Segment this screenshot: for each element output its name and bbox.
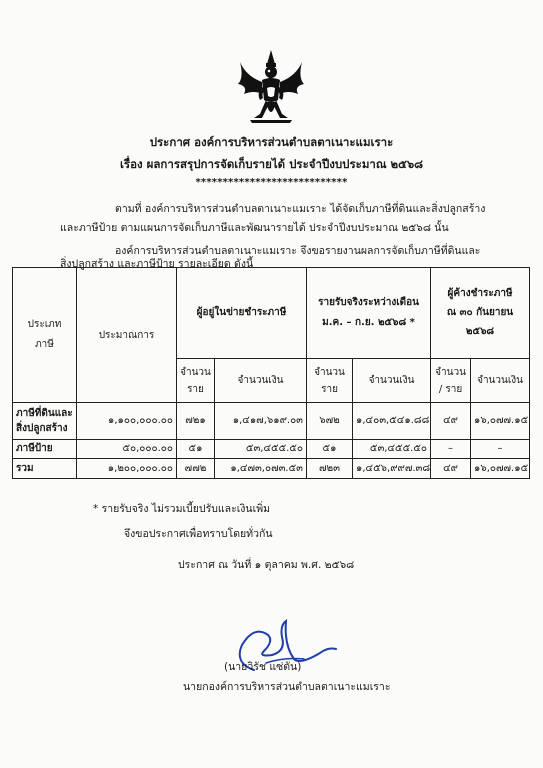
revenue-summary-table: [12, 267, 530, 479]
row-outstanding-count: ๔๙: [431, 458, 471, 478]
row-income-amount: ๑,๔๕๖,๙๙๗.๓๘: [353, 458, 431, 478]
header-taxpayers: ผู้อยู่ในข่ายชำระภาษี: [177, 268, 307, 359]
row-tax-type: ภาษีที่ดินและ สิ่งปลูกสร้าง: [13, 403, 77, 439]
header-estimate: ประมาณการ: [77, 268, 177, 403]
paragraph-1-line-1: ตามที่ องค์การบริหารส่วนตำบลตาเนาะแมเราะ ได้จัดเก็บภาษีที่ดินและสิ่งปลูกสร้าง: [115, 203, 486, 215]
row-taxpayer-count: ๕๑: [177, 439, 215, 458]
sub-income-count: จำนวน ราย: [307, 358, 353, 402]
title-divider: ****************************: [195, 177, 348, 188]
row-outstanding-amount: ๑๖,๐๗๗.๑๕: [471, 458, 530, 478]
paragraph-2-line-2: สิ่งปลูกสร้าง และภาษีป้าย รายละเอียด ดังนี้: [60, 258, 254, 270]
row-estimate: ๑,๑๐๐,๐๐๐.๐๐: [77, 403, 177, 439]
signer-name: (นายวิรัช แซ่ตัน): [224, 661, 302, 673]
row-outstanding-amount: –: [471, 439, 530, 458]
header-actual-income: รายรับจริงระหว่างเดือน ม.ค. – ก.ย. ๒๕๖๘ *: [307, 268, 431, 359]
row-taxpayer-amount: ๑,๔๑๗,๖๑๙.๐๓: [215, 403, 307, 439]
header-outstanding: ผู้ค้างชำระภาษี ณ ๓๐ กันยายน ๒๕๖๘: [431, 268, 530, 359]
sub-outstanding-count: จำนวน / ราย: [431, 358, 471, 402]
sub-taxpayer-count: จำนวน ราย: [177, 358, 215, 402]
sub-outstanding-amount: จำนวนเงิน: [471, 358, 530, 402]
row-taxpayer-amount: ๕๓,๔๕๕.๕๐: [215, 439, 307, 458]
row-tax-type: ภาษีป้าย: [13, 439, 77, 458]
row-income-count: ๖๗๒: [307, 403, 353, 439]
announcement-date: ประกาศ ณ วันที่ ๑ ตุลาคม พ.ศ. ๒๕๖๘: [178, 559, 355, 571]
paragraph-1-line-2: และภาษีป้าย ตามแผนการจัดเก็บภาษีและพัฒนารายได้ ประจำปีงบประมาณ ๒๕๖๘ นั้น: [60, 222, 449, 234]
signer-position: นายกองค์การบริหารส่วนตำบลตาเนาะแมเราะ: [183, 681, 391, 693]
sub-taxpayer-amount: จำนวนเงิน: [215, 358, 307, 402]
row-taxpayer-amount: ๑,๔๗๓,๐๗๓.๕๓: [215, 458, 307, 478]
table-row: [13, 439, 530, 458]
row-outstanding-count: ๔๙: [431, 403, 471, 439]
row-income-count: ๕๑: [307, 439, 353, 458]
row-taxpayer-count: ๗๗๒: [177, 458, 215, 478]
table-row: [13, 403, 530, 439]
closing-statement: จึงขอประกาศเพื่อทราบโดยทั่วกัน: [124, 528, 273, 540]
header-tax-type: ประเภท ภาษี: [13, 268, 77, 403]
row-taxpayer-count: ๗๒๑: [177, 403, 215, 439]
announcement-title: ประกาศ องค์การบริหารส่วนตำบลตาเนาะแมเราะ: [149, 135, 394, 149]
footnote: * รายรับจริง ไม่รวมเบี้ยปรับและเงินเพิ่ม: [93, 503, 271, 515]
table-header-row: [13, 268, 530, 359]
row-estimate: ๑,๒๐๐,๐๐๐.๐๐: [77, 458, 177, 478]
row-income-amount: ๕๓,๔๕๕.๕๐: [353, 439, 431, 458]
garuda-emblem-icon: [236, 48, 306, 124]
paragraph-2-line-1: องค์การบริหารส่วนตำบลตาเนาะแมเราะ จึงขอรายงานผลการจัดเก็บภาษีที่ดินและ: [115, 245, 481, 257]
row-outstanding-amount: ๑๖,๐๗๗.๑๕: [471, 403, 530, 439]
row-income-amount: ๑,๔๐๓,๕๔๑.๘๘: [353, 403, 431, 439]
sub-income-amount: จำนวนเงิน: [353, 358, 431, 402]
row-income-count: ๗๒๓: [307, 458, 353, 478]
row-tax-type: รวม: [13, 458, 77, 478]
row-estimate: ๕๐,๐๐๐.๐๐: [77, 439, 177, 458]
table-row-total: [13, 458, 530, 478]
row-outstanding-count: –: [431, 439, 471, 458]
announcement-subject: เรื่อง ผลการสรุปการจัดเก็บรายได้ ประจำปีงบประมาณ ๒๕๖๘: [119, 157, 424, 171]
